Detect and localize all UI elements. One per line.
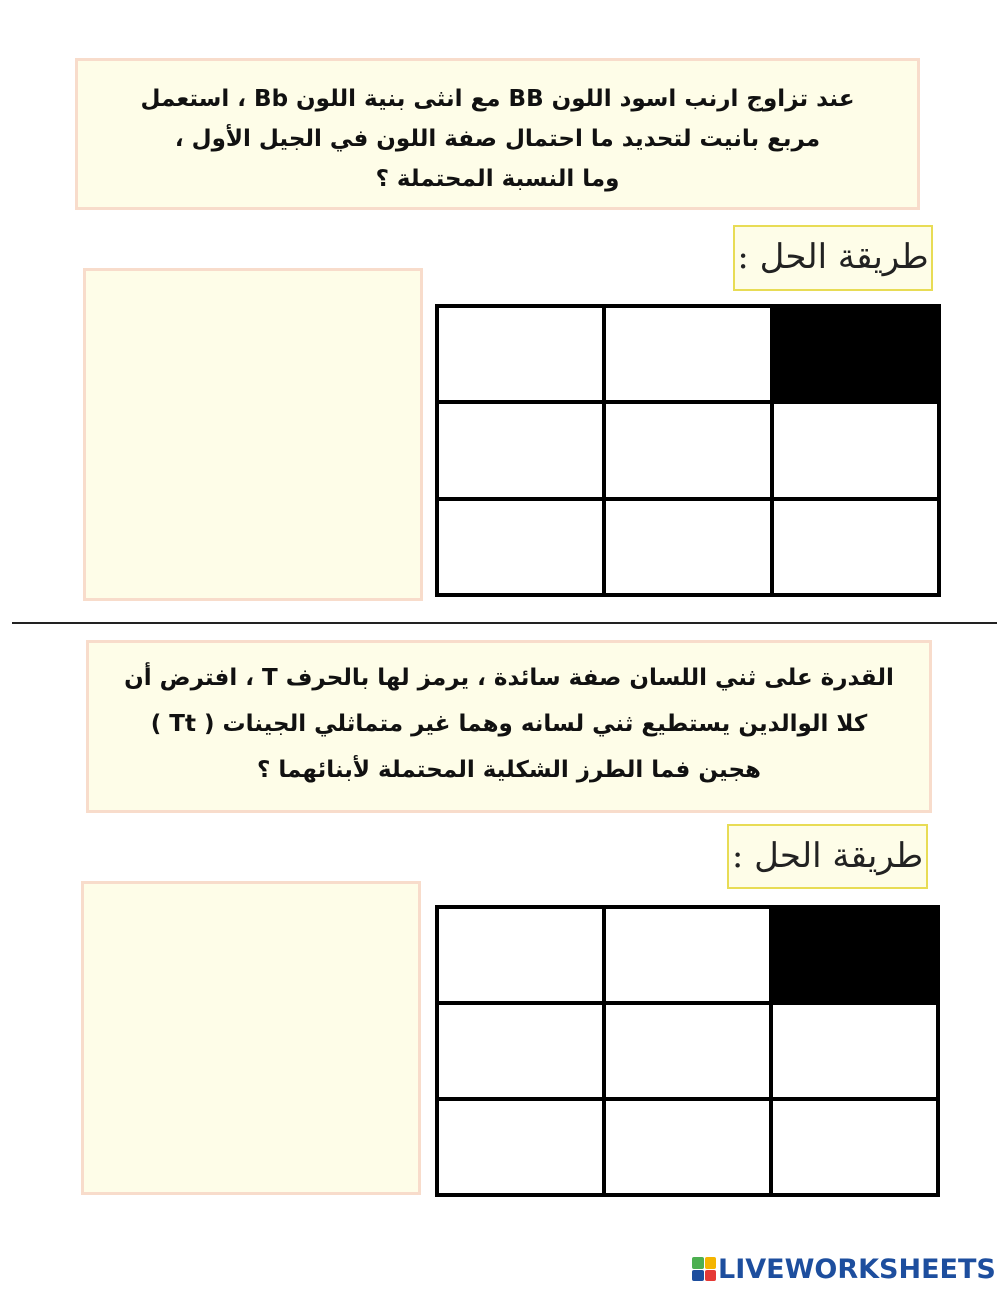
punnett-2-cell-r1-c3-filled	[771, 907, 938, 1003]
punnett-2-cell-r3-c3[interactable]	[771, 1099, 938, 1195]
question-1-box	[75, 58, 920, 210]
punnett-2-cell-r3-c2[interactable]	[604, 1099, 771, 1195]
punnett-2-cell-r2-c3[interactable]	[771, 1003, 938, 1099]
punnett-1-cell-r3-c3[interactable]	[772, 499, 939, 595]
section-divider	[12, 622, 997, 624]
punnett-1-cell-r3-c1[interactable]	[437, 499, 604, 595]
liveworksheets-logo	[692, 1251, 996, 1287]
punnett-1-cell-r1-c3-filled	[772, 306, 939, 402]
punnett-2-cell-r1-c1[interactable]	[437, 907, 604, 1003]
logo-text: LIVEWORKSHEETS	[718, 1253, 996, 1285]
punnett-square-2	[435, 905, 940, 1197]
punnett-2-cell-r1-c2[interactable]	[604, 907, 771, 1003]
question-2-line-2: كلا الوالدين يستطيع ثني لسانه وهما غير متماثلي الجينات ( Tt )	[150, 711, 868, 737]
punnett-2-cell-r2-c1[interactable]	[437, 1003, 604, 1099]
punnett-square-1	[435, 304, 941, 597]
punnett-1-cell-r2-c3[interactable]	[772, 402, 939, 498]
answer-box-2[interactable]	[81, 881, 421, 1195]
question-2-box	[86, 640, 932, 813]
solution-1-label: طريقة الحل :	[733, 225, 933, 291]
solution-2-label: طريقة الحل :	[727, 824, 928, 889]
punnett-2-cell-r2-c2[interactable]	[604, 1003, 771, 1099]
punnett-1-cell-r2-c1[interactable]	[437, 402, 604, 498]
question-2-line-1: القدرة على ثني اللسان صفة سائدة ، يرمز لها بالحرف T ، افترض أن	[124, 665, 894, 691]
punnett-2-cell-r3-c1[interactable]	[437, 1099, 604, 1195]
question-1-line-3: وما النسبة المحتملة ؟	[375, 166, 620, 192]
punnett-1-cell-r1-c1[interactable]	[437, 306, 604, 402]
punnett-1-cell-r1-c2[interactable]	[604, 306, 771, 402]
punnett-1-cell-r3-c2[interactable]	[604, 499, 771, 595]
answer-box-1[interactable]	[83, 268, 423, 601]
logo-icon	[692, 1257, 716, 1281]
question-2-line-3: هجين فما الطرز الشكلية المحتملة لأبنائهما ؟	[257, 757, 761, 783]
question-1-line-1: عند تزاوج ارنب اسود اللون BB مع انثى بنية اللون Bb ، استعمل	[140, 86, 855, 112]
question-1-line-2: مربع بانيت لتحديد ما احتمال صفة اللون في الجيل الأول ،	[174, 126, 821, 152]
punnett-1-cell-r2-c2[interactable]	[604, 402, 771, 498]
